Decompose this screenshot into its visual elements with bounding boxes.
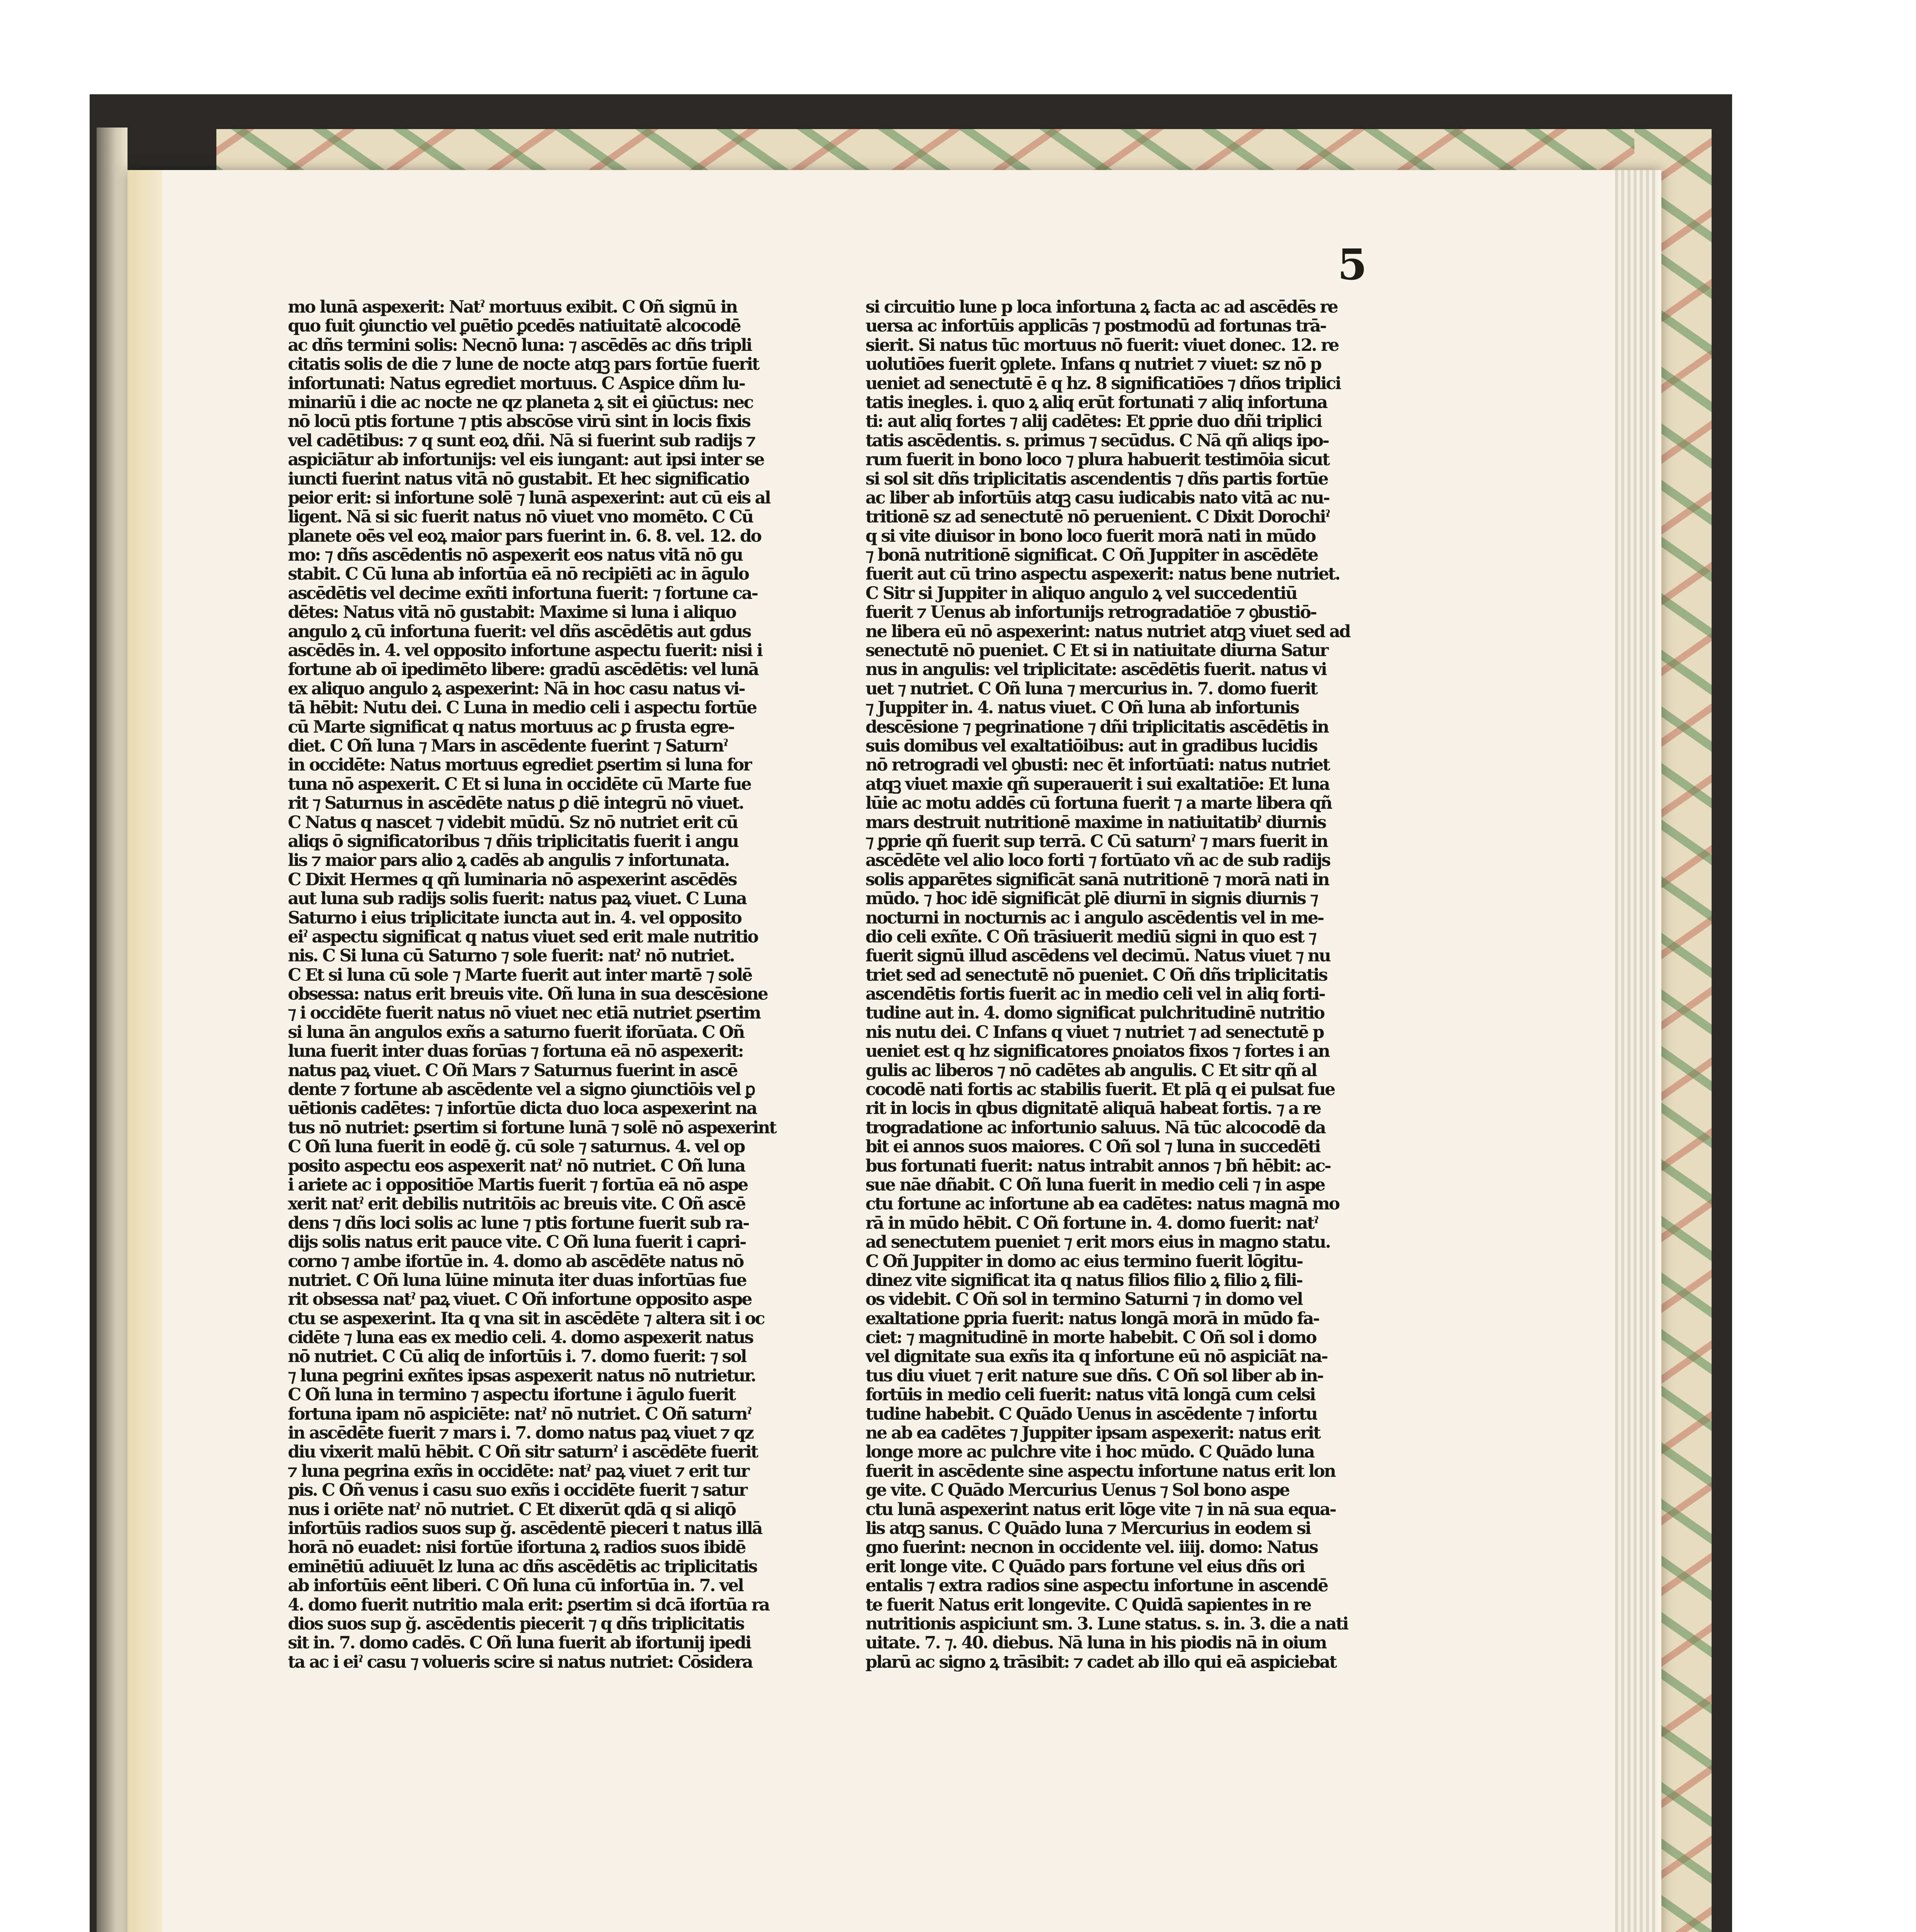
text-line: erit longe vite. C Quādo pars fortune vel eius dñs ori [865,1557,1304,1577]
text-line: ctu fortune ac infortune ab ea cadētes: natus magnā mo [865,1194,1339,1214]
text-line: ⁊ luna pegrina exñs in occidēte: natˀ paꝝ viuet ⁊ erit tur [288,1461,749,1481]
text-line: dio celi exñte. C Oñ trāsiuerit mediū signi in quo est ⁊ [865,927,1316,947]
text-line: aut luna sub radijs solis fuerit: natus paꝝ viuet. C Luna [288,889,746,908]
text-column-right [865,298,1445,1932]
text-line: ascendētis fortis fuerit ac in medio celi vel in aliq forti- [865,985,1325,1004]
text-line: tudine habebit. C Quādo Uenus in ascēdente ⁊ infortu [865,1404,1317,1424]
text-line: cū Marte significat q natus mortuus ac ꝑ frusta egre- [288,717,734,736]
text-line: nutritionis aspiciunt sm. 3. Lune status. s. in. 3. die a nati [865,1614,1348,1634]
text-line: atqꝫ viuet maxie qñ superauerit i sui exaltatiōe: Et luna [865,774,1329,794]
text-line: senectutē nō pueniet. C Et si in natiuitate diurna Satur [865,641,1328,660]
text-line: bit ei annos suos maiores. C Oñ sol ⁊ luna in succedēti [865,1137,1320,1156]
text-line: rum fuerit in bono loco ⁊ plura habuerit testimōia sicut [865,450,1329,469]
text-line: dios suos sup ğ. ascēdentis piecerit ⁊ q dñs triplicitatis [288,1614,744,1634]
text-line: uolutiōes fuerit ꝯplete. Infans q nutriet ⁊ viuet: sz nō p [865,355,1321,374]
text-line: fuerit in ascēdente sine aspectu infortune natus erit lon [865,1461,1335,1481]
text-line: exaltatione ꝑpria fuerit: natus longā morā in mūdo fa- [865,1309,1319,1328]
text-line: ligent. Nā si sic fuerit natus nō viuet vno momēto. C Cū [288,507,753,527]
text-column-left [288,298,867,1932]
text-line: eminētiū adiuuēt lz luna ac dñs ascēdētis ac triplicitatis [288,1557,757,1577]
text-line: pis. C Oñ venus i casu suo exñs i occidēte fuerit ⁊ satur [288,1481,747,1500]
text-line: corno ⁊ ambe ifortūe in. 4. domo ab ascēdēte natus nō [288,1252,743,1271]
text-line: tuna nō aspexerit. C Et si luna in occidēte cū Marte fue [288,774,751,794]
text-line: fortuna ipam nō aspiciēte: natˀ nō nutriet. C Oñ saturnˀ [288,1404,751,1424]
text-line: rā in mūdo hēbit. C Oñ fortune in. 4. domo fuerit: natˀ [865,1213,1318,1233]
text-line: natus paꝝ viuet. C Oñ Mars ⁊ Saturnus fuerint in ascē [288,1061,737,1080]
text-line: ⁊ i occidēte fuerit natus nō viuet nec etiā nutriet ꝑsertim [288,1003,760,1023]
page-gutter [128,170,162,1932]
text-line: ueniet est q hz significatores ꝑnoiatos fixos ⁊ fortes i an [865,1042,1329,1061]
text-line: dijs solis natus erit pauce vite. C Oñ luna fuerit i capri- [288,1233,746,1252]
text-line: tus nō nutriet: ꝑsertim si fortune lunā ⁊ solē nō aspexerint [288,1118,776,1138]
text-line: aspiciātur ab infortunijs: vel eis iungant: aut ipsi inter se [288,450,764,469]
text-line: ueniet ad senectutē ē q hz. 8 significatiōes ⁊ dños triplici [865,374,1341,393]
text-line: diet. C Oñ luna ⁊ Mars in ascēdente fuerint ⁊ Saturnˀ [288,736,728,756]
text-line: cidēte ⁊ luna eas ex medio celi. 4. domo aspexerit natus [288,1328,753,1347]
text-line: cocodē nati fortis ac stabilis fuerit. Et plā q ei pulsat fue [865,1080,1335,1099]
text-line: tudine aut in. 4. domo significat pulchritudinē nutritio [865,1003,1324,1023]
text-line: C Et si luna cū sole ⁊ Marte fuerit aut inter martē ⁊ solē [288,965,752,985]
text-line: infortunati: Natus egrediet mortuus. C Aspice dñm lu- [288,374,745,393]
text-line: ne libera eū nō aspexerint: natus nutriet atqꝫ viuet sed ad [865,622,1350,641]
text-line: nō nutriet. C Cū aliq de infortūis i. 7. domo fuerit: ⁊ sol [288,1347,746,1366]
text-line: si circuitio lune p loca infortuna ꝝ facta ac ad ascēdēs re [865,298,1338,317]
text-line: gno fuerint: necnon in occidente vel. iiij. domo: Natus [865,1538,1318,1557]
text-line: nis. C Si luna cū Saturno ⁊ sole fuerit: natˀ nō nutriet. [288,946,734,966]
text-line: vel dignitate sua exñs ita q infortune eū nō aspiciāt na- [865,1347,1327,1366]
text-line: mo lunā aspexerit: Natˀ mortuus exibit. C Oñ signū in [288,298,737,317]
text-line: nō retrogradi vel ꝯbusti: nec ēt infortūati: natus nutriet [865,755,1329,775]
text-line: mo: ⁊ dñs ascēdentis nō aspexerit eos natus vitā nō gu [288,546,743,565]
text-line: rit obsessa natˀ paꝝ viuet. C Oñ infortune opposito aspe [288,1290,751,1309]
text-line: ge vite. C Quādo Mercurius Uenus ⁊ Sol bono aspe [865,1481,1289,1500]
text-line: fuerit aut cū trino aspectu aspexerit: natus bene nutriet. [865,565,1340,584]
text-line: ascēdēs in. 4. vel opposito infortune aspectu fuerit: nisi i [288,641,762,660]
text-line: ascēdēte vel alio loco forti ⁊ fortūato vñ ac de sub radijs [865,851,1330,870]
text-line: obsessa: natus erit breuis vite. Oñ luna in sua descēsione [288,985,767,1004]
text-line: mūdo. ⁊ hoc idē significāt ꝑlē diurnī in signis diurnis ⁊ [865,889,1318,908]
text-line: minariū i die ac nocte ne qz planeta ꝝ sit ei ꝯiūctus: nec [288,393,753,412]
text-line: fuerit signū illud ascēdens vel decimū. Natus viuet ⁊ nu [865,946,1330,966]
text-line: dens ⁊ dñs loci solis ac lune ⁊ ptis fortune fuerit sub ra- [288,1213,749,1233]
text-line: uersa ac infortūis applicās ⁊ postmodū ad fortunas trā- [865,316,1326,336]
text-line: C Dixit Hermes q qñ luminaria nō aspexerint ascēdēs [288,870,736,889]
text-line: Saturno i eius triplicitate iuncta aut in. 4. vel opposito [288,908,741,927]
text-line: ex aliquo angulo ꝝ aspexerint: Nā in hoc casu natus vi- [288,679,745,699]
text-line: ab infortūis eēnt liberi. C Oñ luna cū infortūa in. 7. vel [288,1576,743,1595]
text-line: os videbit. C Oñ sol in termino Saturni ⁊ in domo vel [865,1290,1302,1309]
text-line: iuncti fuerint natus vitā nō gustabit. Et hec significatio [288,469,749,488]
text-line: bus fortunati fuerit: natus intrabit annos ⁊ bñ hēbit: ac- [865,1156,1331,1175]
floral-endpaper-top [216,129,1704,175]
text-line: ciet: ⁊ magnitudinē in morte habebit. C Oñ sol i domo [865,1328,1316,1347]
text-line: 4. domo fuerit nutritio mala erit: ꝑsertim si dcā ifortūa ra [288,1595,769,1614]
text-line: triet sed ad senectutē nō pueniet. C Oñ dñs triplicitatis [865,965,1327,985]
text-line: diu vixerit malū hēbit. C Oñ sitr saturnˀ i ascēdēte fuerit [288,1442,758,1462]
text-line: peior erit: si infortune solē ⁊ lunā aspexerint: aut cū eis al [288,488,770,508]
text-line: trogradatione ac infortunio saluus. Nā tūc alcocodē da [865,1118,1325,1138]
text-line: ⁊ Juppiter in. 4. natus viuet. C Oñ luna ab infortunis [865,698,1299,718]
text-line: horā nō euadet: nisi fortūe ifortuna ꝝ radios suos ibidē [288,1538,745,1557]
text-line: stabit. C Cū luna ab infortūa eā nō recipiēti ac in āgulo [288,565,749,584]
text-line: tā hēbit: Nutu dei. C Luna in medio celi i aspectu fortūe [288,698,757,718]
text-line: plarū ac signo ꝝ trāsibit: ⁊ cadet ab illo qui eā aspiciebat [865,1652,1336,1672]
text-line: luna fuerit inter duas forūas ⁊ fortuna eā nō aspexerit: [288,1042,743,1061]
text-line: nutriet. C Oñ luna lūine minuta iter duas infortūas fue [288,1270,746,1290]
text-line: C Natus q nascet ⁊ videbit mūdū. Sz nō nutriet erit cū [288,813,738,832]
text-line: C Oñ luna fuerit in eodē ğ. cū sole ⁊ saturnus. 4. vel op [288,1137,745,1156]
text-line: i ariete ac i oppositiōe Martis fuerit ⁊ fortūa eā nō aspe [288,1175,748,1195]
text-line: eiˀ aspectu significat q natus viuet sed erit male nutritio [288,927,758,947]
text-line: xerit natˀ erit debilis nutritōis ac breuis vite. C Oñ ascē [288,1194,745,1214]
text-line: nis nutu dei. C Infans q viuet ⁊ nutriet ⁊ ad senectutē p [865,1022,1324,1042]
text-line: longe more ac pulchre vite i hoc mūdo. C Quādo luna [865,1442,1314,1462]
text-line: rit ⁊ Saturnus in ascēdēte natus ꝑ diē integrū nō viuet. [288,794,743,813]
text-line: C Oñ Juppiter in domo ac eius termino fuerit lōgitu- [865,1252,1302,1271]
text-line: sit in. 7. domo cadēs. C Oñ luna fuerit ab ifortunij ipedi [288,1633,751,1653]
text-line: si sol sit dñs triplicitatis ascendentis ⁊ dñs partis fortūe [865,469,1328,488]
text-line: angulo ꝝ cū infortuna fuerit: vel dñs ascēdētis aut gdus [288,622,751,641]
text-line: nocturni in nocturnis ac i angulo ascēdentis vel in me- [865,908,1323,927]
text-line: nō locū ptis fortune ⁊ ptis abscōse virū sint in locis fixis [288,412,750,431]
text-line: ⁊ ꝑprie qñ fuerit sup terrā. C Cū saturnˀ ⁊ mars fuerit in [865,832,1328,851]
page-edges [1615,170,1658,1932]
text-line: nus in angulis: vel triplicitate: ascēdētis fuerit. natus vi [865,660,1326,679]
text-line: entalis ⁊ extra radios sine aspectu infortune in ascendē [865,1576,1328,1595]
text-line: ⁊ luna pegrini exñtes ipsas aspexerit natus nō nutrietur. [288,1366,755,1386]
text-line: in ascēdēte fuerit ⁊ mars i. 7. domo natus paꝝ viuet ⁊ qz [288,1423,753,1443]
text-line: ascēdētis vel decime exñti infortuna fuerit: ⁊ fortune ca- [288,583,758,603]
text-line: ctu lunā aspexerint natus erit lōge vite ⁊ in nā sua equa- [865,1500,1336,1519]
text-line: uētionis cadētes: ⁊ infortūe dicta duo loca aspexerint na [288,1099,757,1118]
text-line: sue nāe dñabit. C Oñ luna fuerit in medio celi ⁊ in aspe [865,1175,1325,1195]
text-line: uet ⁊ nutriet. C Oñ luna ⁊ mercurius in. 7. domo fuerit [865,679,1317,699]
text-line: lis atqꝫ sanus. C Quādo luna ⁊ Mercurius in eodem si [865,1519,1311,1538]
text-line: planete oēs vel eoꝝ maior pars fuerint in. 6. 8. vel. 12. do [288,526,761,546]
text-line: uitate. 7. ⁊. 40. diebus. Nā luna in his piodis nā in oium [865,1633,1326,1653]
text-line: descēsione ⁊ pegrinatione ⁊ dñi triplicitatis ascēdētis in [865,717,1328,736]
text-line: ⁊ bonā nutritionē significat. C Oñ Juppiter in ascēdēte [865,546,1318,565]
text-line: tritionē sz ad senectutē nō peruenient. C Dixit Dorochiˀ [865,507,1329,527]
text-line: ta ac i eiˀ casu ⁊ volueris scire si natus nutriet: Cōsidera [288,1652,752,1672]
text-line: dente ⁊ fortune ab ascēdente vel a signo ꝯiunctiōis vel ꝑ [288,1080,755,1099]
text-line: infortūis radios suos sup ğ. ascēdentē pieceri t natus illā [288,1519,762,1538]
text-line: fortūis in medio celi fuerit: natus vitā longā cum celsi [865,1385,1315,1405]
text-line: C Sitr si Juppiter in aliquo angulo ꝝ vel succedentiū [865,583,1297,603]
text-line: ac liber ab infortūis atqꝫ casu iudicabis nato vitā ac nu- [865,488,1329,508]
text-line: C Oñ luna in termino ⁊ aspectu ifortune i āgulo fuerit [288,1385,735,1405]
text-line: fuerit ⁊ Uenus ab infortunijs retrogradatiōe ⁊ ꝯbustiō- [865,603,1316,622]
text-line: quo fuit ꝯiunctio vel ꝑuētio ꝑcedēs natiuitatē alcocodē [288,316,740,336]
text-line: in occidēte: Natus mortuus egrediet ꝑsertim si luna for [288,755,751,775]
text-line: q si vite diuisor in bono loco fuerit morā nati in mūdo [865,526,1315,546]
text-line: suis domibus vel exaltatiōibus: aut in gradibus lucidis [865,736,1317,756]
text-line: aliqs ō significatoribus ⁊ dñis triplicitatis fuerit i angu [288,832,738,851]
text-line: ti: aut aliq fortes ⁊ alij cadētes: Et ꝑprie duo dñi triplici [865,412,1321,431]
page-number: 5 [1337,240,1367,289]
text-line: sierit. Si natus tūc mortuus nō fuerit: viuet donec. 12. re [865,335,1338,355]
text-line: ac dñs termini solis: Necnō luna: ⁊ ascēdēs ac dñs tripli [288,335,751,355]
text-line: tatis ascēdentis. s. primus ⁊ secūdus. C Nā qñ aliqs ipo- [865,431,1329,451]
text-line: mars destruit nutritionē maxime in natiuitatibˀ diurnis [865,813,1326,832]
text-line: lūie ac motu addēs cū fortuna fuerit ⁊ a marte libera qñ [865,794,1332,813]
text-line: ctu se aspexerint. Ita q vna sit in ascēdēte ⁊ altera sit i oc [288,1309,764,1328]
text-line: ne ab ea cadētes ⁊ Juppiter ipsam aspexerit: natus erit [865,1423,1320,1443]
text-line: citatis solis de die ⁊ lune de nocte atqꝫ pars fortūe fuerit [288,355,759,374]
text-line: solis apparētes significāt sanā nutritionē ⁊ morā nati in [865,870,1329,889]
text-line: vel cadētibus: ⁊ q sunt eoꝝ dñi. Nā si fuerint sub radijs ⁊ [288,431,755,451]
text-line: nus i oriēte natˀ nō nutriet. C Et dixerūt qdā q si aliqō [288,1500,736,1519]
binding-edge [97,128,128,1932]
text-line: tus diu viuet ⁊ erit nature sue dñs. C Oñ sol liber ab in- [865,1366,1323,1386]
text-line: posito aspectu eos aspexerit natˀ nō nutriet. C Oñ luna [288,1156,745,1175]
text-line: dinez vite significat ita q natus filios filio ꝝ filio ꝝ fili- [865,1270,1302,1290]
text-line: rit in locis in qbus dignitatē aliquā habeat fortis. ⁊ a re [865,1099,1321,1118]
text-line: dētes: Natus vitā nō gustabit: Maxime si luna i aliquo [288,603,736,622]
text-line: gulis ac liberos ⁊ nō cadētes ab angulis. C Et sitr qñ al [865,1061,1316,1080]
text-line: ad senectutem pueniet ⁊ erit mors eius in magno statu. [865,1233,1330,1252]
text-line: si luna ān angulos exñs a saturno fuerit iforūata. C Oñ [288,1022,744,1042]
text-line: lis ⁊ maior pars alio ꝝ cadēs ab angulis ⁊ infortunata. [288,851,729,870]
text-line: tatis inegles. i. quo ꝝ aliq erūt fortunati ⁊ aliq infortuna [865,393,1327,412]
text-line: te fuerit Natus erit longevite. C Quidā sapientes in re [865,1595,1311,1614]
text-line: fortune ab oī ipedimēto libere: gradū ascēdētis: vel lunā [288,660,758,679]
